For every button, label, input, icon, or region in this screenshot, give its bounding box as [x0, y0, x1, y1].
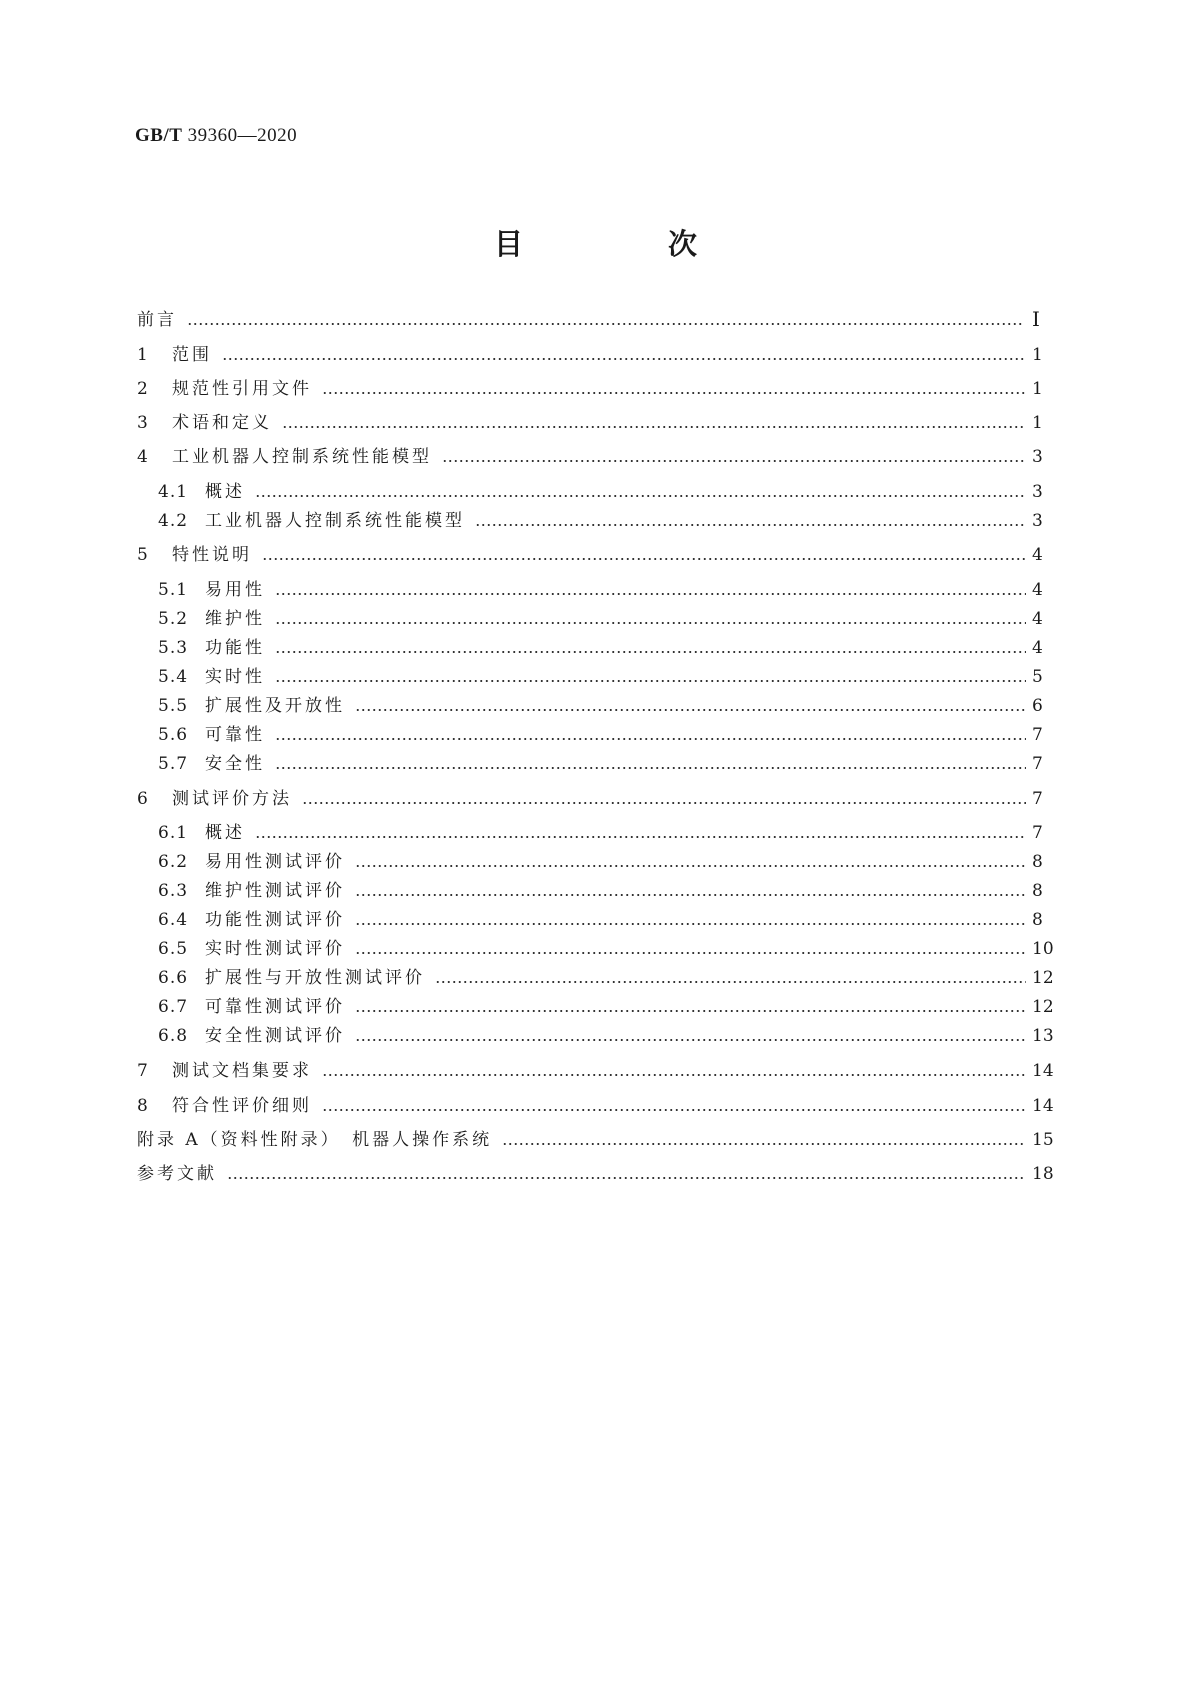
page-title: 目 次	[493, 227, 755, 261]
toc-entry-label	[137, 446, 432, 468]
toc-page-number: 6	[1032, 696, 1043, 716]
dot-leader	[282, 426, 1026, 428]
toc-section-title: 安全性	[205, 754, 265, 774]
toc-entry-label	[158, 753, 265, 775]
toc-entry-label	[137, 1095, 312, 1117]
toc-section-title: 前言	[137, 310, 177, 330]
toc-entry[interactable]	[0, 1159, 1191, 1185]
toc-page-number: 3	[1032, 447, 1043, 467]
dot-leader	[275, 593, 1026, 595]
toc-entry[interactable]	[0, 604, 1191, 630]
toc-entry-label	[158, 996, 345, 1018]
toc-entry-label	[158, 666, 265, 688]
toc-entry[interactable]	[0, 749, 1191, 775]
toc-section-number: 6	[137, 789, 149, 809]
dot-leader	[227, 1177, 1026, 1179]
toc-page-number: 7	[1032, 823, 1043, 843]
dot-leader	[355, 709, 1026, 711]
toc-page-number: 4	[1032, 545, 1043, 565]
toc-section-number: 5.7	[158, 754, 189, 774]
toc-page-number: 8	[1032, 910, 1043, 930]
toc-entry-label	[158, 637, 265, 659]
toc-entry[interactable]	[0, 905, 1191, 931]
toc-section-title: 测试评价方法	[172, 789, 292, 809]
toc-page-number: 1	[1032, 379, 1043, 399]
toc-section-number: 5.1	[158, 580, 189, 600]
toc-entry-label	[158, 724, 265, 746]
dot-leader	[322, 392, 1026, 394]
dot-leader	[187, 323, 1024, 325]
dot-leader	[275, 767, 1026, 769]
dot-leader	[322, 1074, 1026, 1076]
toc-entry[interactable]	[0, 662, 1191, 688]
toc-page-number: 4	[1032, 609, 1043, 629]
toc-page-number: 10	[1032, 939, 1054, 959]
dot-leader	[322, 1109, 1026, 1111]
standard-prefix: GB/T	[135, 125, 183, 146]
toc-entry[interactable]	[0, 540, 1191, 566]
toc-section-title: 易用性	[205, 580, 265, 600]
toc-entry-label	[158, 851, 345, 873]
toc-entry[interactable]	[0, 408, 1191, 434]
toc-section-title: 符合性评价细则	[172, 1096, 312, 1116]
toc-entry[interactable]	[0, 963, 1191, 989]
toc-page-number: 13	[1032, 1026, 1054, 1046]
toc-section-title: 术语和定义	[172, 413, 272, 433]
toc-entry[interactable]	[0, 1125, 1191, 1151]
toc-section-number: 5.5	[158, 696, 189, 716]
toc-page-number: 3	[1032, 482, 1043, 502]
toc-page-number: 7	[1032, 725, 1043, 745]
toc-section-title: 维护性	[205, 609, 265, 629]
toc-section-title: 测试文档集要求	[172, 1061, 312, 1081]
toc-entry[interactable]	[0, 818, 1191, 844]
toc-page-number: 14	[1032, 1061, 1054, 1081]
toc-page-number: 7	[1032, 754, 1043, 774]
toc-page-number: 8	[1032, 881, 1043, 901]
toc-section-number: 5	[137, 545, 149, 565]
toc-entry[interactable]	[0, 876, 1191, 902]
toc-entry[interactable]	[0, 1056, 1191, 1082]
toc-section-title: 可靠性	[205, 725, 265, 745]
toc-section-title: 参考文献	[137, 1164, 217, 1184]
toc-section-title: 可靠性测试评价	[205, 997, 345, 1017]
toc-page-number: 14	[1032, 1096, 1054, 1116]
toc-entry[interactable]	[0, 340, 1191, 366]
toc-entry-label	[158, 967, 425, 989]
dot-leader	[255, 836, 1026, 838]
toc-section-title: 安全性测试评价	[205, 1026, 345, 1046]
toc-section-number: 6.6	[158, 968, 189, 988]
toc-entry[interactable]	[0, 934, 1191, 960]
toc-page-number: 12	[1032, 968, 1054, 988]
toc-entry-label	[158, 938, 345, 960]
toc-entry-label	[158, 909, 345, 931]
dot-leader	[275, 738, 1026, 740]
toc-entry-label	[158, 481, 245, 503]
toc-section-number: 3	[137, 413, 149, 433]
toc-page-number: 12	[1032, 997, 1054, 1017]
toc-section-number: 5.3	[158, 638, 189, 658]
toc-page-number: 7	[1032, 789, 1043, 809]
toc-entry-label	[137, 1129, 492, 1151]
toc-entry[interactable]	[0, 720, 1191, 746]
toc-section-title: 扩展性与开放性测试评价	[205, 968, 425, 988]
toc-entry-label	[158, 695, 345, 717]
toc-section-number: 5.6	[158, 725, 189, 745]
toc-section-title: 工业机器人控制系统性能模型	[205, 511, 465, 531]
toc-section-number: 8	[137, 1096, 149, 1116]
toc-section-title: 概述	[205, 823, 245, 843]
toc-section-title: 附录 A（资料性附录） 机器人操作系统	[137, 1130, 493, 1150]
toc-entry[interactable]	[0, 477, 1191, 503]
toc-entry[interactable]	[0, 1091, 1191, 1117]
toc-section-number: 5.4	[158, 667, 189, 687]
toc-entry[interactable]	[0, 784, 1191, 810]
dot-leader	[275, 651, 1026, 653]
dot-leader	[222, 358, 1026, 360]
dot-leader	[475, 524, 1026, 526]
toc-section-number: 7	[137, 1061, 149, 1081]
toc-section-number: 6.4	[158, 910, 189, 930]
dot-leader	[355, 952, 1026, 954]
toc-entry-label	[158, 1025, 345, 1047]
toc-section-title: 概述	[205, 482, 245, 502]
toc-entry-label	[137, 378, 312, 400]
toc-section-number: 4.1	[158, 482, 189, 502]
toc-entry-label	[137, 544, 252, 566]
toc-section-title: 维护性测试评价	[205, 881, 345, 901]
toc-section-title: 特性说明	[172, 545, 252, 565]
toc-entry[interactable]	[0, 691, 1191, 717]
toc-section-number: 4	[137, 447, 149, 467]
toc-page-number: 1	[1032, 345, 1043, 365]
toc-entry-label	[158, 579, 265, 601]
toc-section-title: 功能性测试评价	[205, 910, 345, 930]
toc-entry[interactable]	[0, 992, 1191, 1018]
toc-entry[interactable]	[0, 374, 1191, 400]
toc-section-title: 易用性测试评价	[205, 852, 345, 872]
toc-section-title: 功能性	[205, 638, 265, 658]
toc-entry-label	[158, 608, 265, 630]
toc-section-title: 扩展性及开放性	[205, 696, 345, 716]
toc-entry-label	[137, 788, 292, 810]
toc-section-title: 规范性引用文件	[172, 379, 312, 399]
toc-page-number: 4	[1032, 638, 1043, 658]
toc-entry-label	[137, 344, 212, 366]
dot-leader	[355, 865, 1026, 867]
toc-entry-label	[137, 1060, 312, 1082]
toc-entry[interactable]	[0, 305, 1191, 331]
standard-number: 39360—2020	[187, 125, 298, 146]
toc-section-title: 范围	[172, 345, 212, 365]
toc-section-number: 4.2	[158, 511, 189, 531]
toc-section-number: 6.2	[158, 852, 189, 872]
toc-page-number: 4	[1032, 580, 1043, 600]
toc-entry[interactable]	[0, 633, 1191, 659]
dot-leader	[275, 622, 1026, 624]
toc-entry-label	[158, 822, 245, 844]
dot-leader	[262, 558, 1026, 560]
toc-section-title: 实时性	[205, 667, 265, 687]
dot-leader	[255, 495, 1026, 497]
dot-leader	[302, 802, 1026, 804]
toc-entry-label	[137, 412, 272, 434]
toc-section-title: 实时性测试评价	[205, 939, 345, 959]
dot-leader	[355, 894, 1026, 896]
toc-entry[interactable]	[0, 575, 1191, 601]
toc-entry[interactable]	[0, 1021, 1191, 1047]
toc-entry-label	[158, 510, 465, 532]
toc-page-number: 18	[1032, 1164, 1054, 1184]
toc-section-number: 6.3	[158, 881, 189, 901]
dot-leader	[355, 923, 1026, 925]
toc-page-number: 1	[1032, 413, 1043, 433]
toc-entry[interactable]	[0, 442, 1191, 468]
toc-entry-label	[137, 309, 177, 331]
toc-section-number: 6.5	[158, 939, 189, 959]
dot-leader	[355, 1039, 1026, 1041]
toc-section-number: 2	[137, 379, 149, 399]
toc-section-number: 6.8	[158, 1026, 189, 1046]
dot-leader	[442, 460, 1026, 462]
toc-section-number: 5.2	[158, 609, 189, 629]
toc-section-number: 1	[137, 345, 149, 365]
toc-entry[interactable]	[0, 847, 1191, 873]
toc-page-number: 15	[1032, 1130, 1054, 1150]
toc-page-number: Ⅰ	[1032, 309, 1040, 331]
dot-leader	[355, 1010, 1026, 1012]
toc-entry[interactable]	[0, 506, 1191, 532]
toc-page-number: 8	[1032, 852, 1043, 872]
toc-entry-label	[158, 880, 345, 902]
dot-leader	[275, 680, 1026, 682]
toc-section-number: 6.1	[158, 823, 189, 843]
toc-entry-label	[137, 1163, 217, 1185]
toc-section-number: 6.7	[158, 997, 189, 1017]
toc-page-number: 3	[1032, 511, 1043, 531]
dot-leader	[435, 981, 1026, 983]
toc-section-title: 工业机器人控制系统性能模型	[172, 447, 432, 467]
toc-page-number: 5	[1032, 667, 1043, 687]
dot-leader	[502, 1143, 1026, 1145]
